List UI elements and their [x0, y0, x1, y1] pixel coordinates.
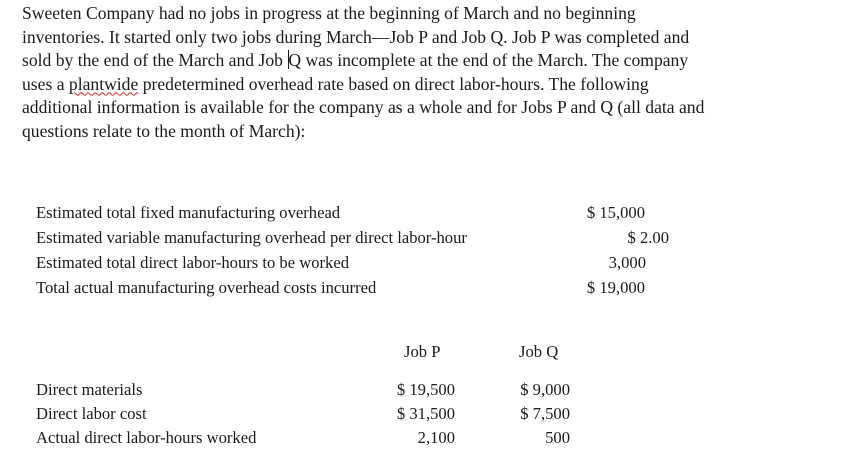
estimate-value: $ 19,000: [586, 278, 645, 297]
intro-line: questions relate to the month of March):: [22, 120, 306, 141]
intro-line: inventories. It started only two jobs during March—Job P and Job Q. Job P was completed and: [22, 26, 690, 47]
estimate-value: 3,000: [608, 253, 646, 272]
job-cost-label: Direct materials: [36, 380, 143, 399]
estimate-label: Estimated total fixed manufacturing overhead: [36, 203, 341, 222]
estimate-row: [0, 253, 856, 277]
estimate-label: Estimated total direct labor-hours to be worked: [36, 253, 350, 272]
problem-statement: [22, 2, 822, 143]
job-cost-label: Direct labor cost: [36, 404, 147, 423]
estimate-row: [0, 278, 856, 302]
job-cost-row: [0, 428, 856, 452]
spelling-flagged-word[interactable]: plantwide: [68, 73, 139, 94]
job-cost-row: [0, 380, 856, 404]
intro-line: [22, 49, 822, 73]
estimate-label: Estimated variable manufacturing overhead per direct labor-hour: [36, 228, 467, 247]
intro-text: sold by the end of the March and Job: [22, 50, 288, 70]
intro-text: uses a: [22, 73, 69, 94]
intro-text: predetermined overhead rate based on direct labor-hours. The following: [138, 73, 649, 94]
estimate-value: $ 2.00: [627, 228, 669, 247]
estimate-row: [0, 228, 856, 252]
intro-text: Q: [288, 50, 302, 70]
job-p-value: 2,100: [417, 428, 455, 447]
intro-text: was incomplete at the end of the March. The company: [301, 50, 689, 70]
job-q-value: 500: [545, 428, 570, 447]
intro-line: Sweeten Company had no jobs in progress at the beginning of March and no beginning: [22, 3, 636, 23]
job-q-value: $ 9,000: [520, 380, 570, 399]
job-p-value: $ 31,500: [396, 404, 455, 423]
estimate-value: $ 15,000: [586, 203, 645, 222]
intro-line: [22, 73, 822, 97]
job-q-header: Job Q: [519, 342, 559, 361]
estimate-row: [0, 203, 856, 227]
job-q-value: $ 7,500: [520, 404, 570, 423]
intro-line: additional information is available for the company as a whole and for Jobs P and Q (all data and: [22, 97, 705, 117]
job-cost-label: Actual direct labor-hours worked: [36, 428, 257, 447]
estimate-label: Total actual manufacturing overhead costs incurred: [36, 278, 377, 297]
job-p-value: $ 19,500: [396, 380, 455, 399]
job-cost-row: [0, 404, 856, 428]
job-p-header: Job P: [404, 342, 441, 361]
